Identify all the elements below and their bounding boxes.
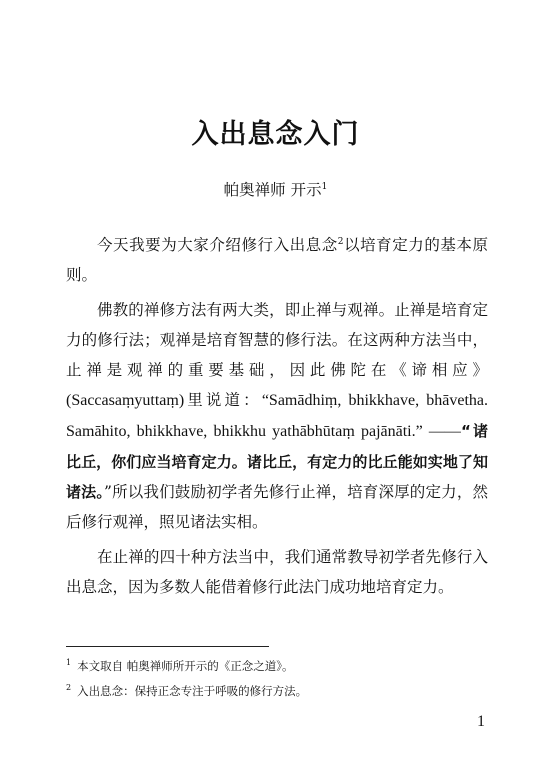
pali-quote: “Samādhiṃ, bhikkhave, bhāvetha. Samāhito, bhikkhave, bhikkhu yathābhūtaṃ pajānāti.” ——	[66, 392, 488, 440]
paragraph-2-text-c: ”所以我们鼓励初学者先修行止禅，培育深厚的定力，然后修行观禅，照见诸法实相。	[66, 483, 488, 531]
footnote-1	[66, 654, 496, 679]
footnote-number: 1	[66, 658, 72, 668]
paragraph-2-text-a: 佛教的禅修方法有两大类，即止禅与观禅。止禅是培育定力的修行法；观禅是培育智慧的修行法。在这两种方法当中，止禅是观禅的重要基础，因此佛陀在《谛相应》	[66, 301, 488, 379]
footnote-text: 本文取自 帕奥禅师所开示的《正念之道》。	[77, 659, 294, 673]
footnote-ref-1[interactable]: 1	[321, 181, 328, 192]
footnote-number: 2	[66, 683, 72, 693]
translated-quote: “诸比丘，你们应当培育定力。诸比丘，有定力的比丘能如实地了知诸法。	[66, 422, 488, 501]
paragraph-2-text-b: 里说道：	[184, 391, 262, 409]
page-number: 1	[477, 713, 485, 730]
paragraph-2	[66, 295, 488, 537]
pali-source-title: (Saccasaṃyuttaṃ)	[66, 392, 185, 409]
paragraph-1-text-a: 今天我要为大家介绍修行入出息念	[97, 236, 338, 254]
paragraph-1	[66, 230, 488, 290]
footnote-ref-2[interactable]: 2	[337, 236, 344, 247]
footnote-divider	[66, 646, 269, 647]
footnote-2	[66, 679, 496, 704]
footnotes	[66, 654, 496, 704]
byline-text: 帕奥禅师 开示	[223, 181, 322, 199]
author-byline	[0, 178, 551, 200]
paragraph-1-text-b: 以培育定力的基本原则。	[66, 236, 488, 284]
body-text	[66, 230, 488, 607]
paragraph-3: 在止禅的四十种方法当中，我们通常教导初学者先修行入出息念，因为多数人能借着修行此法门成功地培育定力。	[66, 548, 488, 596]
footnote-text: 入出息念：保持正念专注于呼吸的修行方法。	[77, 684, 308, 698]
page-title: 入出息念入门	[191, 119, 360, 150]
